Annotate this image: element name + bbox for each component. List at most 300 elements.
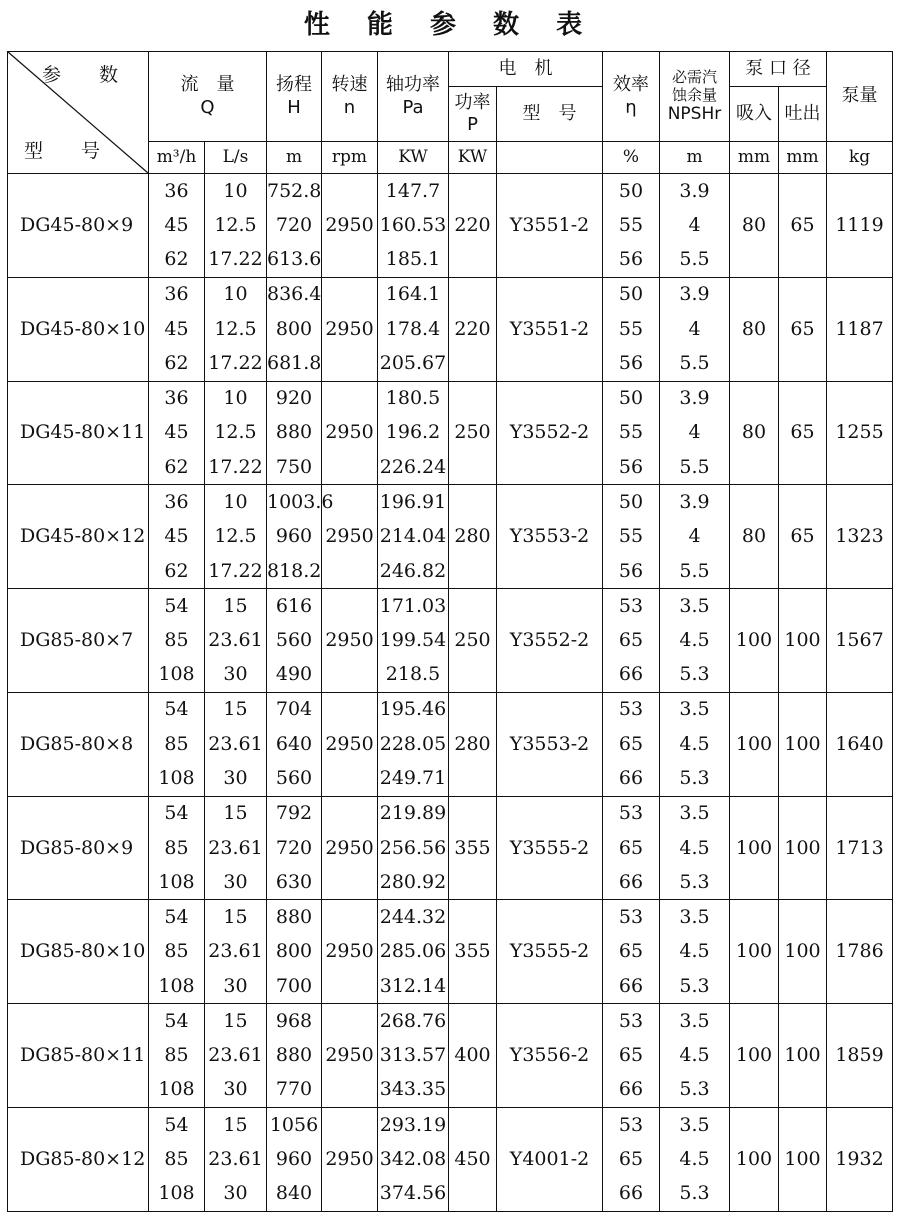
cell-weight: 1187	[827, 277, 893, 381]
cell-port-out: 100	[779, 1108, 827, 1212]
header-shaft-power-symbol: Pa	[402, 96, 424, 118]
cell-flow-m3h: 36	[149, 277, 205, 312]
unit-port-out: mm	[779, 142, 827, 174]
cell-head: 700	[267, 969, 322, 1004]
table-row	[8, 796, 893, 831]
cell-flow-m3h: 108	[149, 762, 205, 797]
performance-table	[7, 51, 893, 1212]
cell-npsh: 4	[660, 416, 730, 451]
cell-npsh: 5.3	[660, 658, 730, 693]
cell-efficiency: 50	[603, 174, 660, 209]
cell-head: 960	[267, 519, 322, 554]
cell-flow-m3h: 54	[149, 1004, 205, 1039]
model-cell: DG45-80×11	[8, 381, 149, 485]
cell-speed: 2950	[322, 1004, 378, 1108]
unit-efficiency: %	[603, 142, 660, 174]
cell-flow-ls: 30	[205, 762, 267, 797]
cell-head: 630	[267, 865, 322, 900]
cell-flow-m3h: 36	[149, 485, 205, 520]
cell-port-in: 80	[730, 174, 779, 278]
cell-flow-ls: 10	[205, 174, 267, 209]
cell-flow-m3h: 54	[149, 692, 205, 727]
cell-npsh: 5.5	[660, 346, 730, 381]
cell-flow-m3h: 62	[149, 346, 205, 381]
cell-port-out: 65	[779, 485, 827, 589]
cell-motor-model: Y3556-2	[497, 1004, 603, 1108]
header-motor-power-label: 功率	[454, 91, 491, 113]
cell-efficiency: 55	[603, 416, 660, 451]
cell-speed: 2950	[322, 1108, 378, 1212]
cell-flow-m3h: 54	[149, 1108, 205, 1143]
cell-shaft-power: 313.57	[378, 1038, 449, 1073]
model-cell: DG85-80×8	[8, 692, 149, 796]
cell-flow-m3h: 108	[149, 658, 205, 693]
cell-flow-ls: 30	[205, 658, 267, 693]
cell-port-out: 100	[779, 1004, 827, 1108]
cell-head: 704	[267, 692, 322, 727]
header-shaft-power	[378, 52, 449, 142]
cell-npsh: 5.5	[660, 554, 730, 589]
cell-port-out: 100	[779, 692, 827, 796]
cell-shaft-power: 218.5	[378, 658, 449, 693]
header-motor-model: 型 号	[497, 87, 603, 142]
header-flow-label: 流 量	[180, 74, 235, 95]
cell-flow-m3h: 108	[149, 969, 205, 1004]
header-port: 泵 口 径	[730, 52, 827, 87]
cell-head: 800	[267, 935, 322, 970]
cell-flow-ls: 23.61	[205, 1038, 267, 1073]
cell-efficiency: 66	[603, 762, 660, 797]
cell-shaft-power: 214.04	[378, 519, 449, 554]
model-cell: DG85-80×9	[8, 796, 149, 900]
cell-flow-ls: 15	[205, 1108, 267, 1143]
unit-shaft-power: KW	[378, 142, 449, 174]
cell-head: 840	[267, 1177, 322, 1212]
cell-speed: 2950	[322, 796, 378, 900]
cell-efficiency: 50	[603, 381, 660, 416]
cell-shaft-power: 246.82	[378, 554, 449, 589]
cell-head: 880	[267, 1038, 322, 1073]
cell-motor-model: Y3552-2	[497, 589, 603, 693]
cell-efficiency: 55	[603, 208, 660, 243]
cell-motor-power: 355	[449, 900, 497, 1004]
cell-flow-ls: 23.61	[205, 1142, 267, 1177]
cell-efficiency: 56	[603, 346, 660, 381]
unit-npsh: m	[660, 142, 730, 174]
table-row	[8, 381, 893, 416]
cell-shaft-power: 171.03	[378, 589, 449, 624]
cell-efficiency: 65	[603, 1038, 660, 1073]
cell-motor-power: 450	[449, 1108, 497, 1212]
cell-npsh: 3.5	[660, 1004, 730, 1039]
cell-efficiency: 56	[603, 243, 660, 278]
cell-flow-m3h: 54	[149, 796, 205, 831]
cell-head: 792	[267, 796, 322, 831]
table-row	[8, 589, 893, 624]
cell-flow-ls: 17.22	[205, 346, 267, 381]
cell-flow-ls: 23.61	[205, 935, 267, 970]
cell-flow-ls: 23.61	[205, 727, 267, 762]
model-cell: DG85-80×7	[8, 589, 149, 693]
header-flow-symbol: Q	[200, 96, 215, 118]
header-npsh-symbol: NPSHr	[667, 104, 722, 125]
cell-flow-ls: 17.22	[205, 450, 267, 485]
cell-npsh: 4.5	[660, 1142, 730, 1177]
cell-weight: 1713	[827, 796, 893, 900]
table-row	[8, 485, 893, 520]
unit-flow-m3h: m³/h	[149, 142, 205, 174]
cell-flow-ls: 30	[205, 865, 267, 900]
cell-head: 960	[267, 1142, 322, 1177]
header-port-in: 吸入	[730, 87, 779, 142]
cell-head: 800	[267, 312, 322, 347]
cell-flow-ls: 30	[205, 1177, 267, 1212]
cell-efficiency: 53	[603, 1108, 660, 1143]
cell-flow-ls: 12.5	[205, 519, 267, 554]
cell-weight: 1119	[827, 174, 893, 278]
cell-npsh: 5.3	[660, 1073, 730, 1108]
cell-npsh: 3.5	[660, 692, 730, 727]
cell-flow-ls: 23.61	[205, 623, 267, 658]
cell-head: 920	[267, 381, 322, 416]
cell-npsh: 5.5	[660, 450, 730, 485]
cell-port-out: 100	[779, 900, 827, 1004]
cell-speed: 2950	[322, 485, 378, 589]
cell-flow-ls: 17.22	[205, 243, 267, 278]
cell-head: 836.4	[267, 277, 322, 312]
cell-motor-model: Y3552-2	[497, 381, 603, 485]
cell-port-out: 100	[779, 589, 827, 693]
cell-npsh: 3.9	[660, 174, 730, 209]
cell-npsh: 5.3	[660, 1177, 730, 1212]
cell-efficiency: 65	[603, 935, 660, 970]
cell-port-out: 100	[779, 796, 827, 900]
cell-head: 720	[267, 208, 322, 243]
header-shaft-power-label: 轴功率	[386, 74, 440, 95]
cell-motor-power: 400	[449, 1004, 497, 1108]
table-row	[8, 692, 893, 727]
cell-weight: 1323	[827, 485, 893, 589]
cell-npsh: 5.3	[660, 762, 730, 797]
cell-speed: 2950	[322, 692, 378, 796]
cell-efficiency: 53	[603, 900, 660, 935]
cell-efficiency: 55	[603, 519, 660, 554]
cell-efficiency: 66	[603, 969, 660, 1004]
cell-npsh: 3.5	[660, 1108, 730, 1143]
cell-head: 490	[267, 658, 322, 693]
table-row	[8, 1004, 893, 1039]
page-title: 性 能 参 数 表	[303, 10, 597, 40]
cell-shaft-power: 226.24	[378, 450, 449, 485]
model-cell: DG45-80×10	[8, 277, 149, 381]
cell-npsh: 3.9	[660, 381, 730, 416]
header-head	[267, 52, 322, 142]
cell-efficiency: 53	[603, 692, 660, 727]
cell-npsh: 5.3	[660, 865, 730, 900]
cell-shaft-power: 219.89	[378, 796, 449, 831]
cell-flow-m3h: 45	[149, 416, 205, 451]
header-efficiency-label: 效率	[613, 74, 649, 95]
cell-flow-ls: 30	[205, 969, 267, 1004]
cell-shaft-power: 285.06	[378, 935, 449, 970]
cell-npsh: 5.5	[660, 243, 730, 278]
cell-shaft-power: 343.35	[378, 1073, 449, 1108]
cell-shaft-power: 180.5	[378, 381, 449, 416]
cell-npsh: 3.9	[660, 485, 730, 520]
cell-port-in: 100	[730, 1108, 779, 1212]
cell-shaft-power: 185.1	[378, 243, 449, 278]
cell-motor-model: Y3553-2	[497, 485, 603, 589]
cell-flow-m3h: 85	[149, 935, 205, 970]
cell-port-in: 100	[730, 1004, 779, 1108]
table-row	[8, 1108, 893, 1143]
cell-flow-ls: 12.5	[205, 312, 267, 347]
header-flow	[149, 52, 267, 142]
cell-flow-ls: 15	[205, 900, 267, 935]
header-npsh-line1: 必需汽	[671, 68, 717, 87]
cell-port-out: 65	[779, 174, 827, 278]
header-npsh	[660, 52, 730, 142]
unit-port-in: mm	[730, 142, 779, 174]
cell-weight: 1640	[827, 692, 893, 796]
cell-flow-ls: 12.5	[205, 208, 267, 243]
cell-flow-m3h: 45	[149, 208, 205, 243]
cell-head: 616	[267, 589, 322, 624]
header-row-1	[8, 52, 893, 87]
cell-npsh: 5.3	[660, 969, 730, 1004]
cell-port-out: 65	[779, 277, 827, 381]
cell-efficiency: 65	[603, 831, 660, 866]
cell-flow-ls: 15	[205, 796, 267, 831]
model-cell: DG45-80×9	[8, 174, 149, 278]
cell-speed: 2950	[322, 589, 378, 693]
cell-shaft-power: 280.92	[378, 865, 449, 900]
cell-npsh: 4.5	[660, 1038, 730, 1073]
model-cell: DG85-80×11	[8, 1004, 149, 1108]
cell-flow-m3h: 85	[149, 1142, 205, 1177]
cell-head: 880	[267, 900, 322, 935]
cell-npsh: 3.5	[660, 589, 730, 624]
cell-efficiency: 50	[603, 485, 660, 520]
header-efficiency-symbol: η	[625, 96, 637, 118]
cell-flow-m3h: 36	[149, 174, 205, 209]
cell-shaft-power: 196.91	[378, 485, 449, 520]
cell-shaft-power: 249.71	[378, 762, 449, 797]
cell-shaft-power: 160.53	[378, 208, 449, 243]
cell-flow-m3h: 108	[149, 865, 205, 900]
cell-head: 720	[267, 831, 322, 866]
unit-motor-model	[497, 142, 603, 174]
cell-motor-power: 355	[449, 796, 497, 900]
cell-efficiency: 65	[603, 1142, 660, 1177]
unit-flow-ls: L/s	[205, 142, 267, 174]
model-cell: DG45-80×12	[8, 485, 149, 589]
cell-npsh: 3.9	[660, 277, 730, 312]
cell-motor-model: Y3553-2	[497, 692, 603, 796]
cell-efficiency: 66	[603, 658, 660, 693]
cell-npsh: 4.5	[660, 623, 730, 658]
cell-speed: 2950	[322, 381, 378, 485]
cell-npsh: 4.5	[660, 935, 730, 970]
cell-motor-power: 220	[449, 277, 497, 381]
header-npsh-line2: 蚀余量	[671, 86, 717, 105]
cell-efficiency: 50	[603, 277, 660, 312]
cell-speed: 2950	[322, 277, 378, 381]
cell-speed: 2950	[322, 900, 378, 1004]
cell-head: 770	[267, 1073, 322, 1108]
cell-weight: 1859	[827, 1004, 893, 1108]
cell-weight: 1255	[827, 381, 893, 485]
header-efficiency	[603, 52, 660, 142]
cell-flow-ls: 10	[205, 485, 267, 520]
cell-shaft-power: 268.76	[378, 1004, 449, 1039]
cell-port-in: 100	[730, 900, 779, 1004]
cell-motor-model: Y3555-2	[497, 900, 603, 1004]
cell-flow-ls: 12.5	[205, 416, 267, 451]
header-motor-power-symbol: P	[467, 114, 478, 135]
cell-shaft-power: 374.56	[378, 1177, 449, 1212]
cell-flow-ls: 30	[205, 1073, 267, 1108]
cell-shaft-power: 147.7	[378, 174, 449, 209]
cell-port-out: 65	[779, 381, 827, 485]
cell-head: 818.2	[267, 554, 322, 589]
cell-efficiency: 55	[603, 312, 660, 347]
header-weight: 泵量	[827, 52, 893, 142]
corner-header-cell	[8, 52, 149, 174]
header-head-label: 扬程	[276, 74, 312, 95]
cell-shaft-power: 178.4	[378, 312, 449, 347]
cell-shaft-power: 199.54	[378, 623, 449, 658]
cell-shaft-power: 228.05	[378, 727, 449, 762]
cell-shaft-power: 205.67	[378, 346, 449, 381]
cell-head: 1056	[267, 1108, 322, 1143]
cell-motor-power: 280	[449, 692, 497, 796]
cell-npsh: 4	[660, 208, 730, 243]
unit-motor-power: KW	[449, 142, 497, 174]
cell-flow-m3h: 62	[149, 450, 205, 485]
cell-weight: 1786	[827, 900, 893, 1004]
cell-flow-ls: 10	[205, 381, 267, 416]
cell-shaft-power: 244.32	[378, 900, 449, 935]
cell-speed: 2950	[322, 174, 378, 278]
cell-flow-ls: 10	[205, 277, 267, 312]
cell-efficiency: 53	[603, 796, 660, 831]
cell-efficiency: 56	[603, 554, 660, 589]
cell-port-in: 100	[730, 692, 779, 796]
cell-flow-m3h: 62	[149, 243, 205, 278]
table-row	[8, 900, 893, 935]
header-port-out: 吐出	[779, 87, 827, 142]
cell-flow-ls: 15	[205, 589, 267, 624]
cell-head: 560	[267, 762, 322, 797]
cell-port-in: 80	[730, 277, 779, 381]
header-motor: 电 机	[449, 52, 603, 87]
cell-flow-ls: 15	[205, 1004, 267, 1039]
cell-motor-model: Y4001-2	[497, 1108, 603, 1212]
cell-motor-power: 280	[449, 485, 497, 589]
cell-npsh: 4.5	[660, 727, 730, 762]
cell-port-in: 100	[730, 796, 779, 900]
cell-npsh: 3.5	[660, 900, 730, 935]
cell-flow-m3h: 54	[149, 589, 205, 624]
cell-motor-power: 250	[449, 381, 497, 485]
cell-efficiency: 66	[603, 865, 660, 900]
cell-efficiency: 53	[603, 1004, 660, 1039]
cell-weight: 1932	[827, 1108, 893, 1212]
corner-label-params: 参 数	[41, 64, 134, 86]
unit-weight: kg	[827, 142, 893, 174]
cell-flow-m3h: 108	[149, 1073, 205, 1108]
cell-head: 613.6	[267, 243, 322, 278]
cell-shaft-power: 256.56	[378, 831, 449, 866]
cell-flow-m3h: 54	[149, 900, 205, 935]
cell-port-in: 80	[730, 485, 779, 589]
cell-head: 880	[267, 416, 322, 451]
cell-head: 750	[267, 450, 322, 485]
cell-motor-model: Y3551-2	[497, 174, 603, 278]
cell-npsh: 4.5	[660, 831, 730, 866]
cell-shaft-power: 196.2	[378, 416, 449, 451]
cell-flow-m3h: 85	[149, 1038, 205, 1073]
cell-efficiency: 56	[603, 450, 660, 485]
cell-motor-model: Y3551-2	[497, 277, 603, 381]
cell-port-in: 100	[730, 589, 779, 693]
cell-head: 681.8	[267, 346, 322, 381]
table-row	[8, 174, 893, 209]
cell-flow-m3h: 62	[149, 554, 205, 589]
cell-efficiency: 53	[603, 589, 660, 624]
cell-shaft-power: 312.14	[378, 969, 449, 1004]
cell-head: 1003.6	[267, 485, 322, 520]
unit-speed: rpm	[322, 142, 378, 174]
cell-flow-m3h: 45	[149, 519, 205, 554]
cell-efficiency: 66	[603, 1073, 660, 1108]
cell-head: 640	[267, 727, 322, 762]
model-cell: DG85-80×10	[8, 900, 149, 1004]
unit-head: m	[267, 142, 322, 174]
header-speed-symbol: n	[343, 96, 356, 118]
header-head-symbol: H	[287, 96, 301, 118]
cell-head: 752.8	[267, 174, 322, 209]
corner-label-model: 型 号	[24, 140, 117, 162]
cell-head: 560	[267, 623, 322, 658]
header-speed	[322, 52, 378, 142]
cell-npsh: 4	[660, 519, 730, 554]
cell-npsh: 4	[660, 312, 730, 347]
cell-weight: 1567	[827, 589, 893, 693]
cell-flow-m3h: 108	[149, 1177, 205, 1212]
cell-efficiency: 65	[603, 727, 660, 762]
cell-motor-power: 220	[449, 174, 497, 278]
cell-flow-ls: 15	[205, 692, 267, 727]
cell-flow-m3h: 36	[149, 381, 205, 416]
model-cell: DG85-80×12	[8, 1108, 149, 1212]
cell-npsh: 3.5	[660, 796, 730, 831]
cell-efficiency: 65	[603, 623, 660, 658]
cell-shaft-power: 164.1	[378, 277, 449, 312]
cell-flow-m3h: 85	[149, 831, 205, 866]
cell-motor-model: Y3555-2	[497, 796, 603, 900]
table-row	[8, 277, 893, 312]
cell-flow-ls: 23.61	[205, 831, 267, 866]
cell-head: 968	[267, 1004, 322, 1039]
cell-flow-m3h: 85	[149, 623, 205, 658]
header-speed-label: 转速	[331, 74, 368, 95]
cell-flow-m3h: 85	[149, 727, 205, 762]
cell-shaft-power: 293.19	[378, 1108, 449, 1143]
cell-port-in: 80	[730, 381, 779, 485]
header-motor-power	[449, 87, 497, 142]
